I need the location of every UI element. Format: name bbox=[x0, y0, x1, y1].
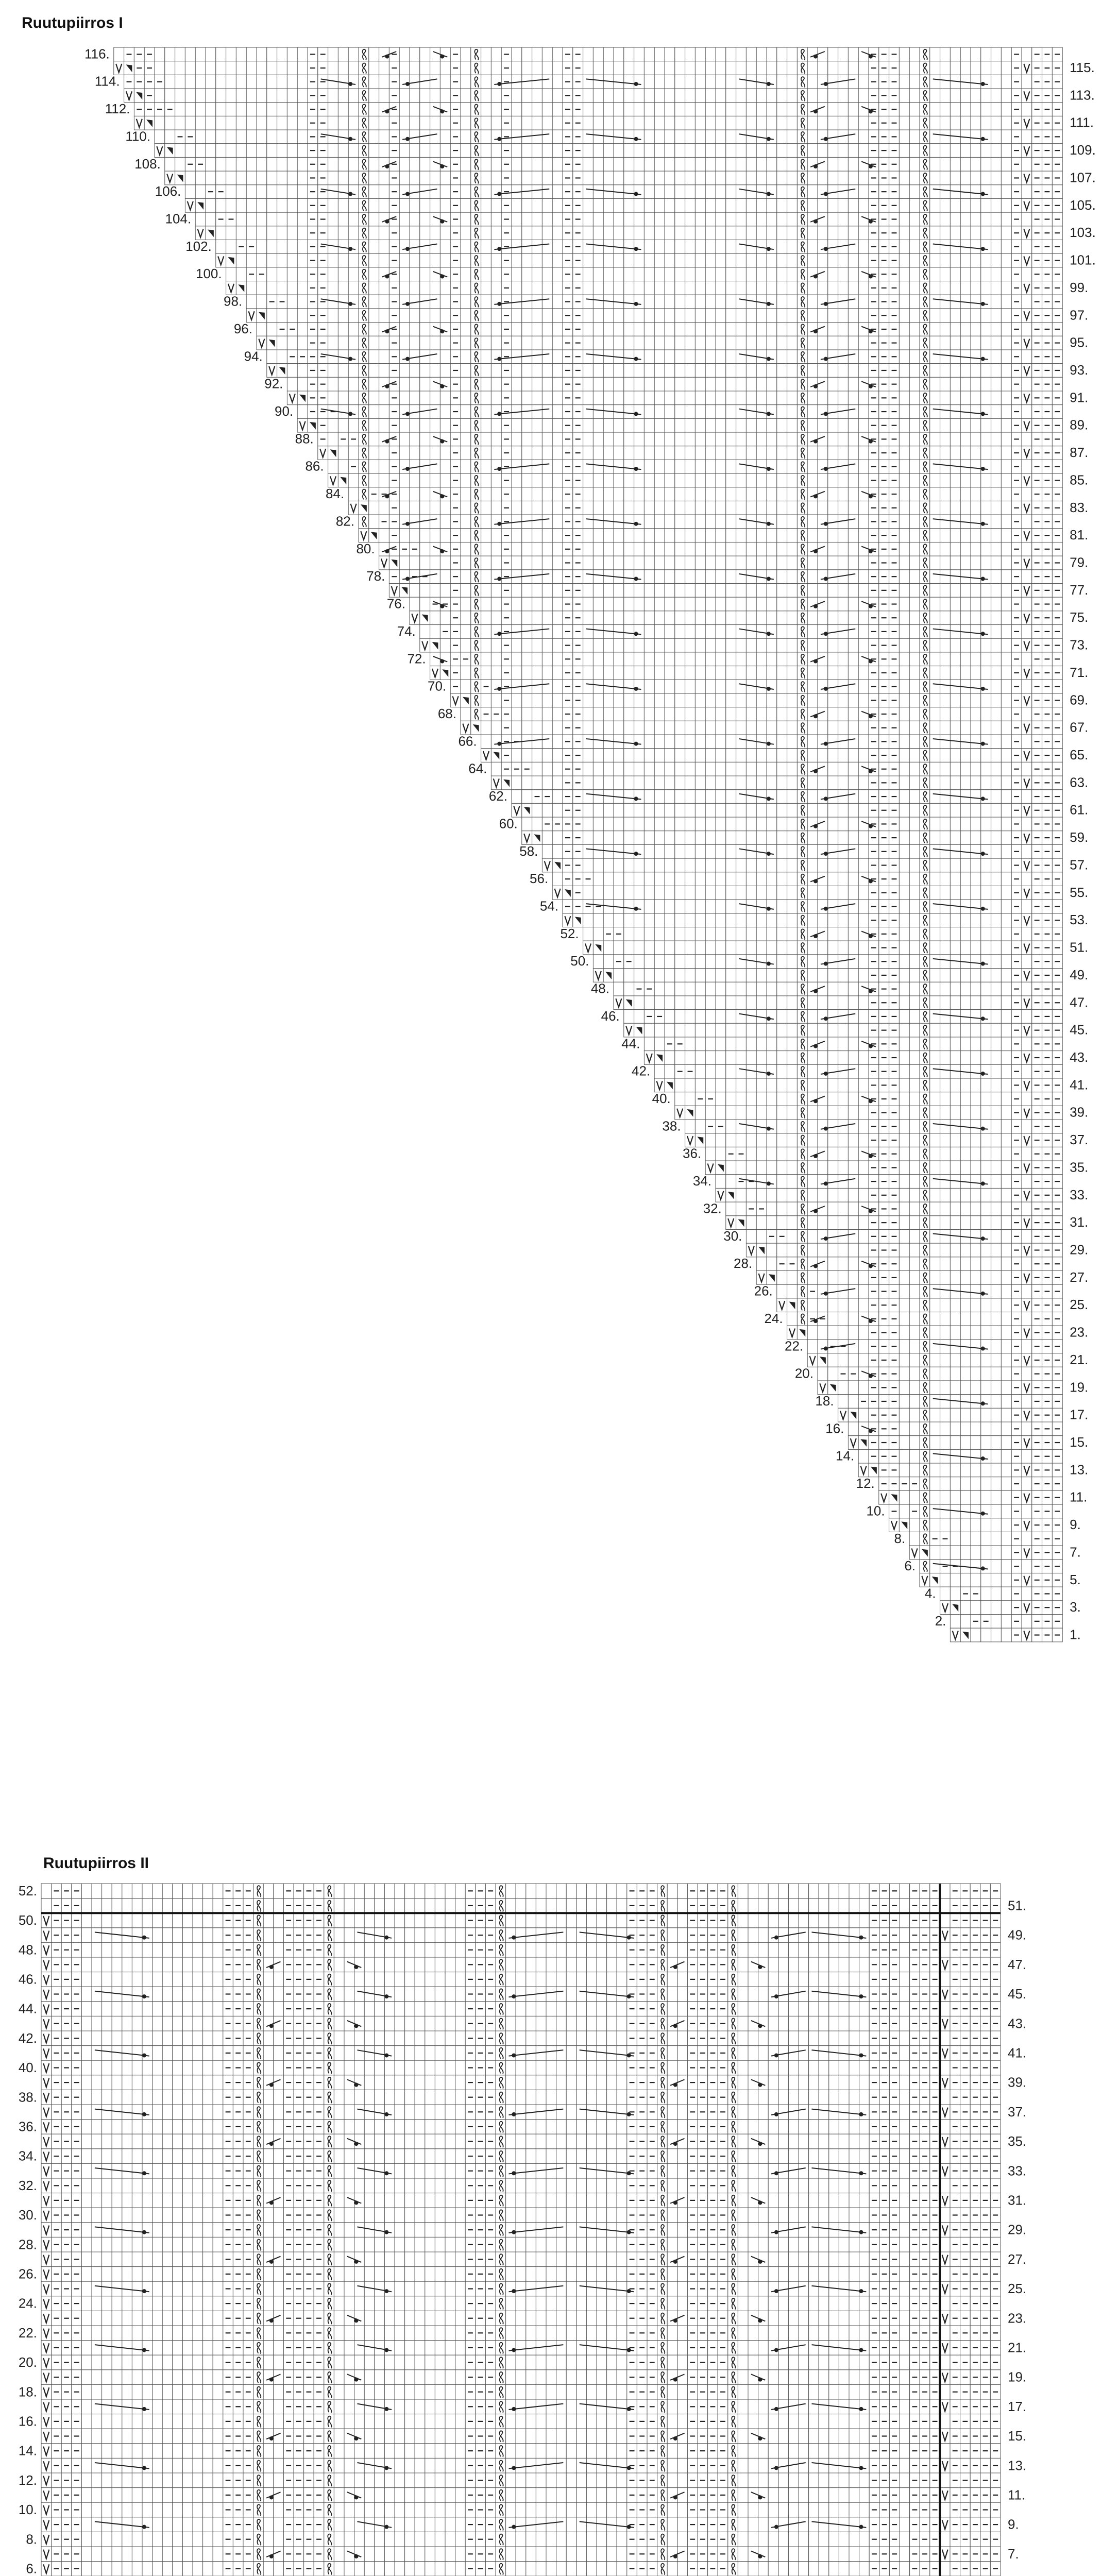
chart1-title: Ruutupiirros I bbox=[22, 14, 123, 31]
chart2-title: Ruutupiirros II bbox=[43, 1855, 149, 1872]
